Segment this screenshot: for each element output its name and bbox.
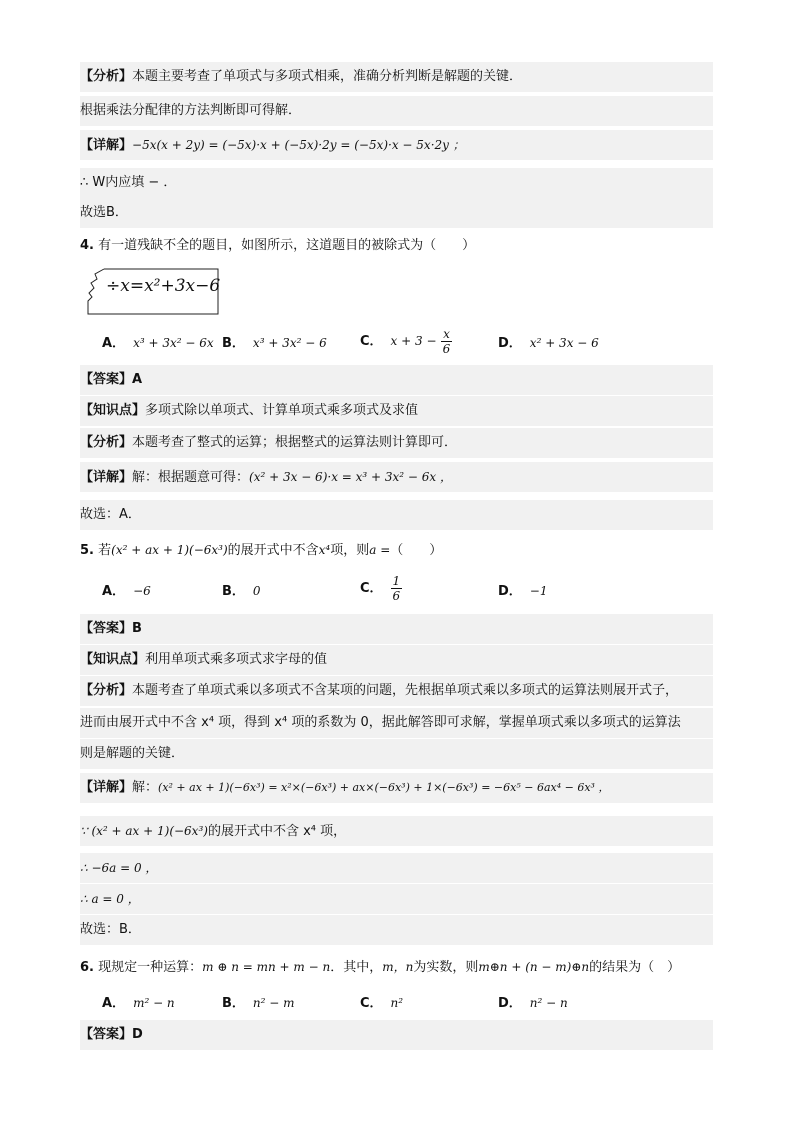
question-number: 4. [80,238,94,253]
option-text: n² [390,996,404,1010]
q5-step-1 [80,853,713,883]
option-label: C． [360,996,383,1011]
denominator: 6 [392,589,401,603]
q5-because [80,816,713,846]
denominator: 6 [442,342,451,356]
option-label: B． [222,996,245,1011]
numerator: 1 [392,576,401,588]
math: ∴ −6a = 0 ， [80,861,158,875]
tag: 【答案】 [80,621,133,636]
tag: 【分析】 [80,683,133,698]
text: 根据乘法分配律的方法判断即可得解． [80,103,302,118]
q4-figure [86,268,219,315]
q6-answer [80,1020,713,1050]
tag: 【详解】 [80,470,133,485]
option-text: −1 [529,584,548,598]
text: 利用单项式乘多项式求字母的值 [145,652,328,667]
option-label: D． [498,996,522,1011]
option-d [498,576,548,607]
q5-step-2 [80,884,713,914]
q3-analysis-2 [80,96,713,126]
tag: 【详解】 [80,138,133,153]
option-label: B． [222,584,245,599]
text: 故选：B． [80,922,141,937]
math: (x² + ax + 1)(−6x³) [111,543,228,557]
option-label: C． [360,334,383,349]
question-number: 5. [80,543,94,558]
option-text: n² − n [529,996,568,1010]
q5-analysis-3 [80,739,713,769]
q6-stem [80,952,713,982]
text: 若 [98,543,112,558]
tag: 【知识点】 [80,403,146,418]
fraction [391,576,403,603]
option-a [102,576,151,607]
q4-options [80,328,713,360]
option-a [102,328,214,359]
option-label: D． [498,584,522,599]
answer: A [132,372,143,387]
tag: 【分析】 [80,435,133,450]
option-d [498,988,568,1018]
text: 故选B． [80,205,128,220]
option-b [222,988,295,1018]
answer: D [132,1027,143,1042]
tag: 【答案】 [80,372,133,387]
option-b [222,576,261,607]
q4-detail [80,462,713,492]
option-label: B． [222,336,245,351]
option-text: x² + 3x − 6 [529,336,599,350]
math: −5x(x + 2y) = (−5x)·x + (−5x)·2y = (−5x)·x − 5x·2y ； [132,138,465,152]
option-a [102,988,175,1018]
q5-detail [80,773,713,803]
text: 有一道残缺不全的题目，如图所示，这道题目的被除式为（ ） [98,238,476,253]
option-c [360,988,403,1018]
option-text: m² − n [133,996,175,1010]
text: 解：根据题意可得： [132,470,250,485]
text: 本题考查了整式的运算；根据整式的运算法则计算即可． [132,435,458,450]
q4-stem [80,231,713,261]
text: 本题主要考查了单项式与多项式相乘，准确分析判断是解题的关键． [132,69,523,84]
option-text: n² − m [252,996,295,1010]
option-d [498,328,599,359]
tag: 【答案】 [80,1027,133,1042]
math: (x² + ax + 1)(−6x³) = x²×(−6x³) + ax×(−6x³) + 1×(−6x³) = −6x⁵ − 6ax⁴ − 6x³ ， [158,781,610,794]
q5-choose [80,915,713,945]
text: 的结果为（ ） [589,960,681,975]
option-b [222,328,327,359]
text: 多项式除以单项式、计算单项式乘多项式及求值 [145,403,419,418]
text: 则是解题的关键． [80,746,185,761]
q5-knowledge [80,645,713,675]
numerator: x [441,328,453,342]
text: ．其中， [330,960,383,975]
answer: B [132,621,142,636]
text: 项，则 [330,543,370,558]
text: ∴ W内应填 − ． [80,175,177,190]
option-text: −6 [133,584,151,598]
text: 解： [132,780,159,795]
tag: 【详解】 [80,780,133,795]
option-label: A． [102,584,126,599]
tag: 【分析】 [80,69,133,84]
q4-answer [80,365,713,395]
text: 进而由展开式中不含 x⁴ 项，得到 x⁴ 项的系数为 0，据此解答即可求解，掌握单项式乘以多项式的运算法 [80,715,681,730]
option-label: A． [102,996,126,1011]
fraction [441,328,453,356]
math: a = [369,543,391,557]
option-label: A． [102,336,126,351]
option-text: x³ + 3x² − 6 [252,336,327,350]
q3-detail [80,130,713,160]
q5-answer [80,614,713,644]
math: ∵ (x² + ax + 1)(−6x³) [80,824,208,838]
q3-analysis [80,62,713,92]
text: 本题考查了单项式乘以多项式不含某项的问题，先根据单项式乘以多项式的运算法则展开式子， [132,683,679,698]
option-c [360,328,452,357]
q3-therefore [80,168,713,198]
option-text: x³ + 3x² − 6x [133,336,214,350]
option-label: C． [360,581,383,596]
tag: 【知识点】 [80,652,146,667]
option-text: x + 3 − [390,334,437,348]
q6-options [80,988,713,1018]
math: (x² + 3x − 6)·x = x³ + 3x² − 6x ， [249,470,453,484]
q5-analysis-2 [80,708,713,738]
q5-options [80,576,713,610]
option-label: D． [498,336,522,351]
text: 的展开式中不含 x⁴ 项， [207,824,347,839]
q5-analysis-1 [80,676,713,706]
math: m，n [382,960,414,974]
text: 的展开式中不含 [227,543,319,558]
math: ∴ a = 0 ， [80,892,140,906]
text: 为实数，则 [413,960,479,975]
q4-knowledge [80,396,713,426]
question-number: 6. [80,960,94,975]
math: m⊕n + (n − m)⊕n [478,960,590,974]
figure-expression: ÷x=x²+3x−6 [106,276,221,296]
text: （ ） [390,543,443,558]
text: 现规定一种运算： [98,960,203,975]
q4-analysis [80,428,713,458]
math: x⁴ [318,543,331,557]
math: m ⊕ n = mn + m − n [202,960,331,974]
text: 故选：A． [80,507,141,522]
q5-stem [80,535,713,565]
q4-choose [80,500,713,530]
option-c [360,576,402,604]
q3-choose [80,198,713,228]
option-text: 0 [252,584,261,598]
